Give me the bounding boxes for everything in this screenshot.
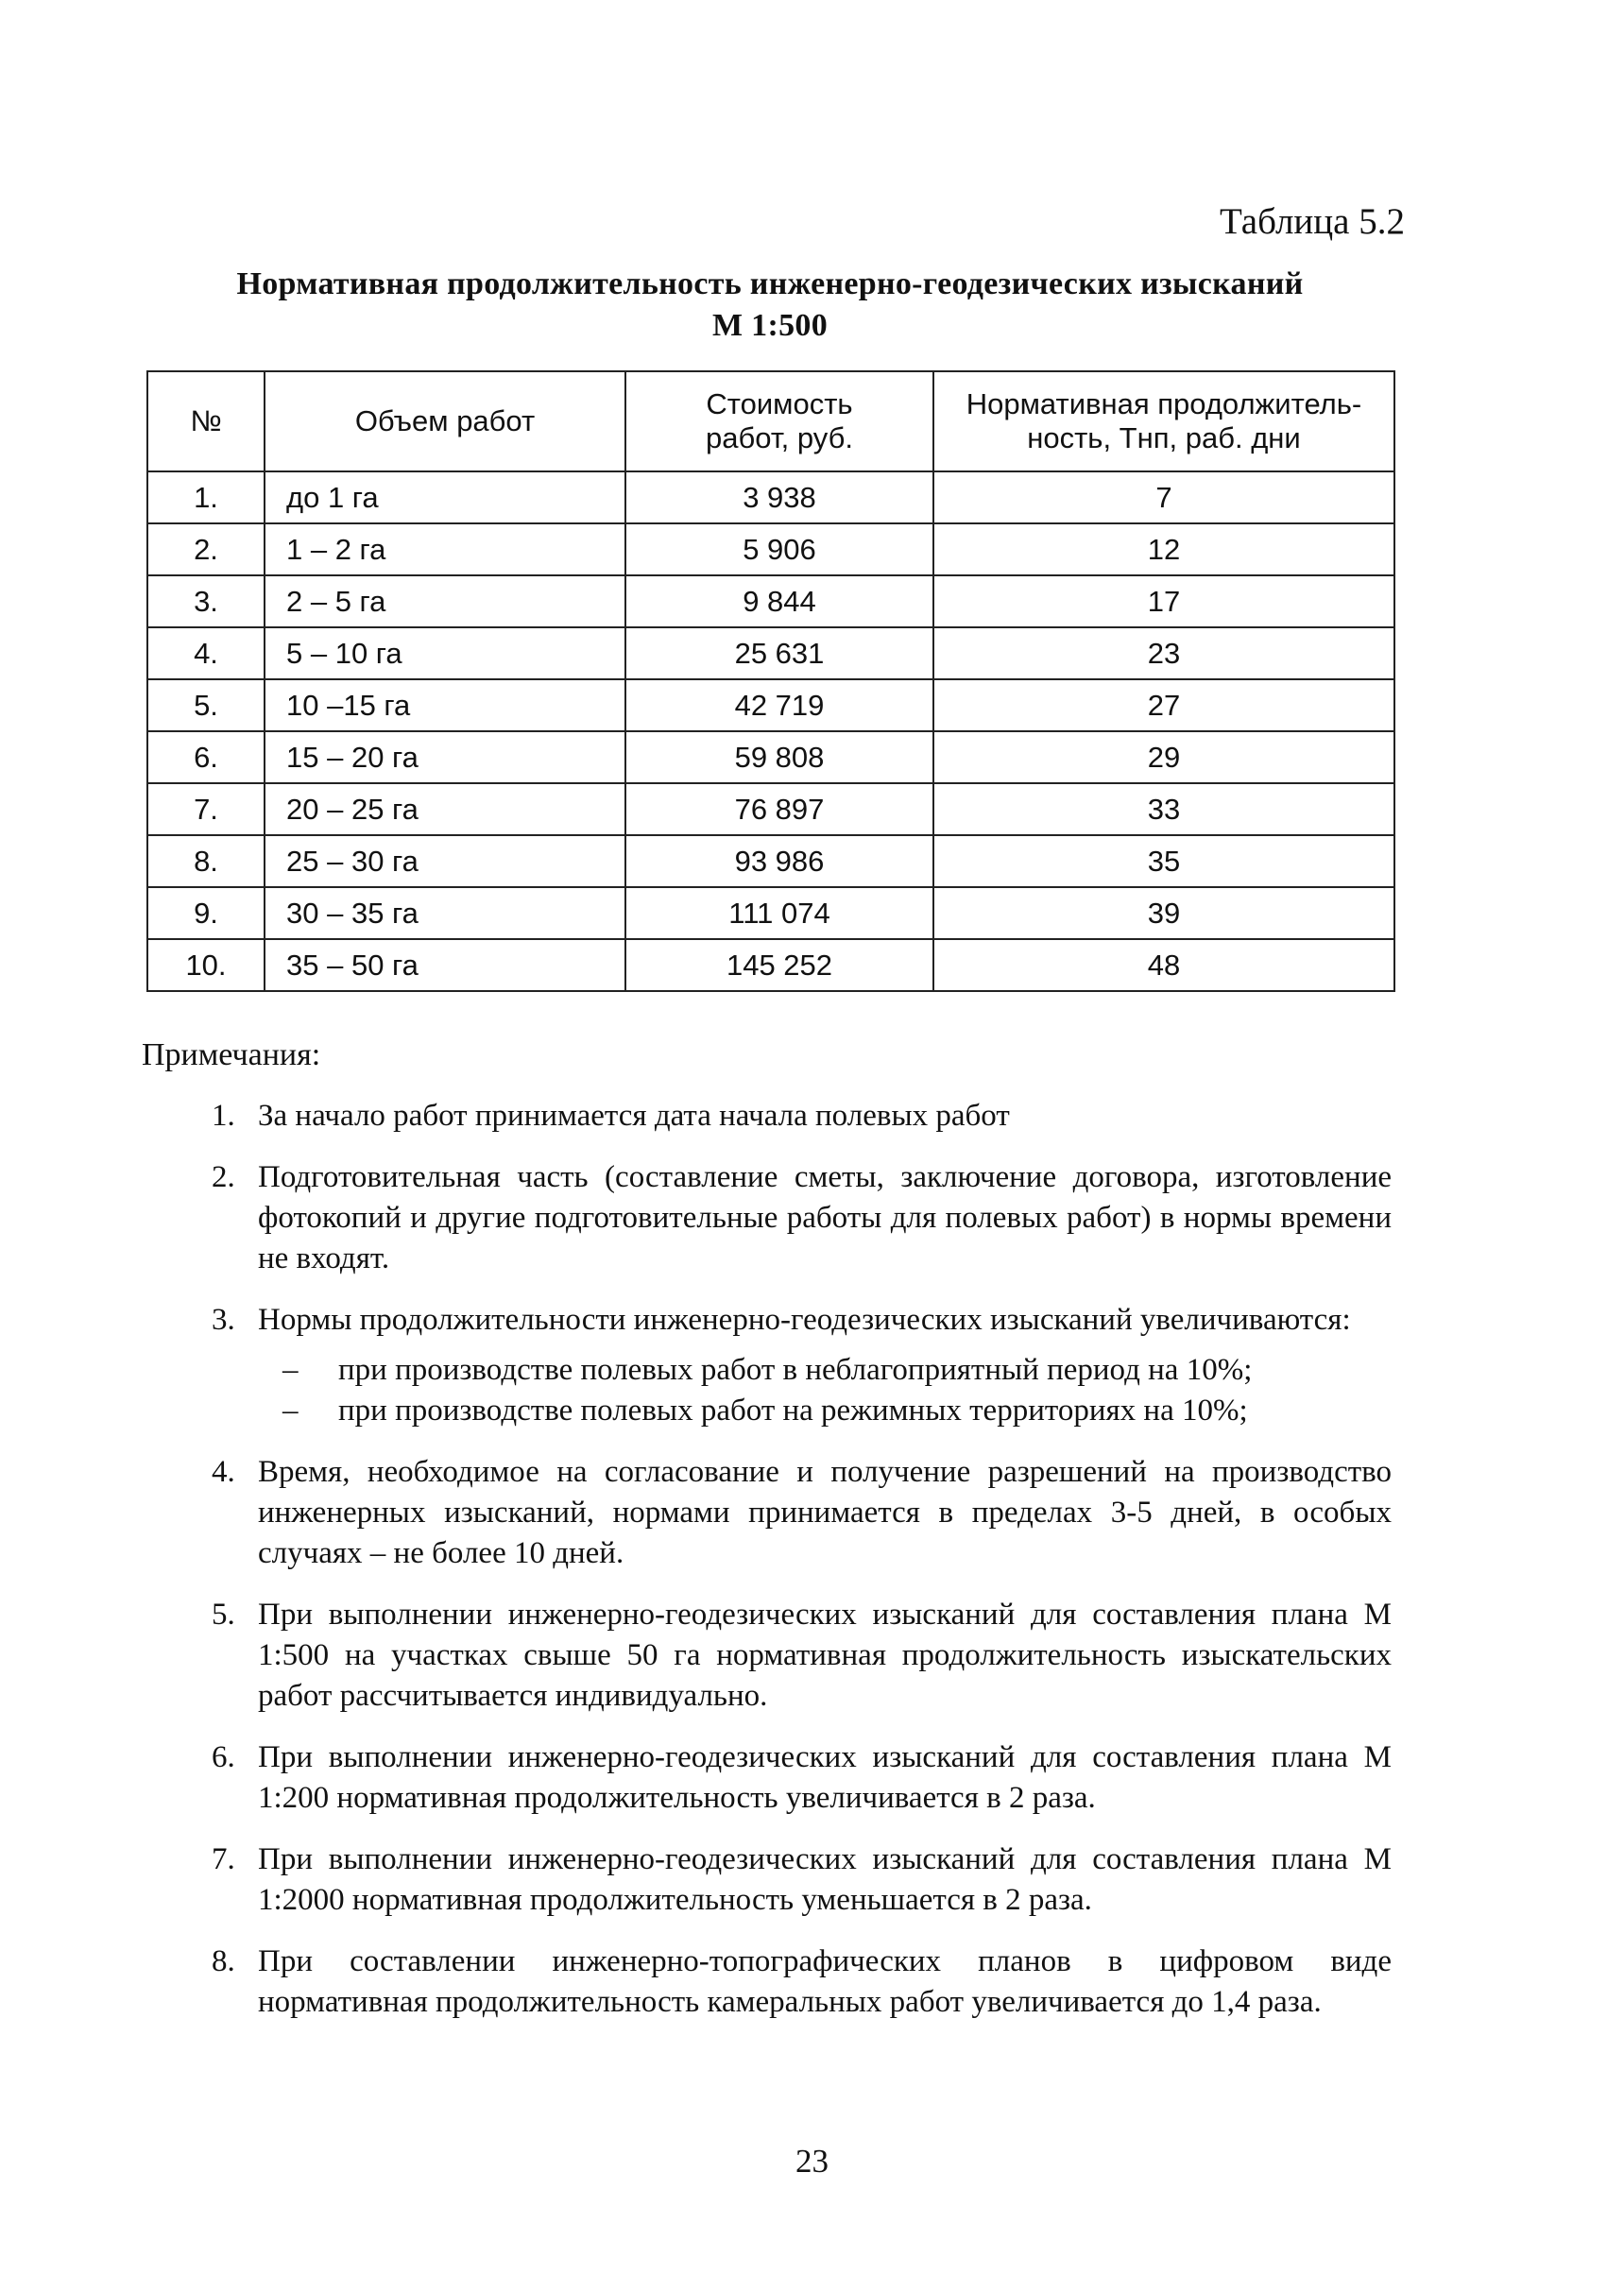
note-item bbox=[0, 1737, 1624, 1819]
cell-number: 4. bbox=[147, 627, 265, 679]
dash-bullet: – bbox=[282, 1353, 299, 1387]
note-number: 6. bbox=[212, 1740, 235, 1774]
note-item bbox=[0, 1941, 1624, 2023]
notes-title: Примечания: bbox=[142, 1037, 321, 1072]
note-text: При выполнении инженерно-геодезических изысканий для составления плана М 1:2000 нормативная продолжительность уменьшается в 2 раза. bbox=[258, 1842, 1392, 1917]
table-title: Нормативная продолжительность инженерно-геодезических изысканий bbox=[236, 266, 1304, 301]
note-sublist bbox=[258, 1350, 1392, 1431]
table-row bbox=[147, 523, 1394, 575]
cell-duration: 27 bbox=[933, 679, 1394, 731]
cell-volume: 1 – 2 га bbox=[265, 523, 625, 575]
cell-volume: 15 – 20 га bbox=[265, 731, 625, 783]
cell-number: 1. bbox=[147, 471, 265, 523]
norms-table bbox=[146, 370, 1395, 992]
cell-duration: 39 bbox=[933, 887, 1394, 939]
note-subitem bbox=[258, 1350, 1392, 1391]
cell-cost: 25 631 bbox=[625, 627, 933, 679]
cell-volume: 2 – 5 га bbox=[265, 575, 625, 627]
table-row bbox=[147, 627, 1394, 679]
cell-number: 8. bbox=[147, 835, 265, 887]
note-item bbox=[0, 1839, 1624, 1921]
cell-number: 3. bbox=[147, 575, 265, 627]
table-label: Таблица 5.2 bbox=[1219, 201, 1405, 242]
dash-bullet: – bbox=[282, 1394, 299, 1428]
header-duration bbox=[933, 371, 1394, 471]
table-header-row bbox=[147, 371, 1394, 471]
table-row bbox=[147, 835, 1394, 887]
cell-number: 2. bbox=[147, 523, 265, 575]
note-subitem-text: при производстве полевых работ на режимных территориях на 10%; bbox=[338, 1394, 1248, 1428]
note-item bbox=[0, 1300, 1624, 1431]
cell-volume: 35 – 50 га bbox=[265, 939, 625, 991]
table-row bbox=[147, 471, 1394, 523]
cell-duration: 33 bbox=[933, 783, 1394, 835]
table-title-scale: М 1:500 bbox=[711, 308, 828, 343]
table-row bbox=[147, 887, 1394, 939]
note-text: За начало работ принимается дата начала полевых работ bbox=[258, 1099, 1010, 1133]
note-number: 2. bbox=[212, 1160, 235, 1194]
cell-duration: 17 bbox=[933, 575, 1394, 627]
header-cost bbox=[625, 371, 933, 471]
cell-duration: 7 bbox=[933, 471, 1394, 523]
cell-volume: 25 – 30 га bbox=[265, 835, 625, 887]
notes-list bbox=[0, 1096, 1624, 2044]
note-item bbox=[0, 1452, 1624, 1574]
cell-duration: 48 bbox=[933, 939, 1394, 991]
cell-number: 7. bbox=[147, 783, 265, 835]
cell-duration: 35 bbox=[933, 835, 1394, 887]
note-item bbox=[0, 1096, 1624, 1137]
cell-cost: 9 844 bbox=[625, 575, 933, 627]
cell-number: 5. bbox=[147, 679, 265, 731]
table-row bbox=[147, 679, 1394, 731]
table-row bbox=[147, 575, 1394, 627]
cell-duration: 29 bbox=[933, 731, 1394, 783]
cell-number: 10. bbox=[147, 939, 265, 991]
cell-cost: 145 252 bbox=[625, 939, 933, 991]
cell-number: 6. bbox=[147, 731, 265, 783]
cell-volume: до 1 га bbox=[265, 471, 625, 523]
header-number: № bbox=[147, 371, 265, 471]
note-text: При выполнении инженерно-геодезических изысканий для составления плана М 1:200 нормативная продолжительность увеличивается в 2 раза. bbox=[258, 1740, 1392, 1815]
cell-number: 9. bbox=[147, 887, 265, 939]
header-cost-line2: работ, руб. bbox=[706, 421, 853, 454]
header-duration-line1: Нормативная продолжитель- bbox=[966, 387, 1362, 421]
header-cost-line1: Стоимость bbox=[706, 387, 853, 421]
header-volume: Объем работ bbox=[265, 371, 625, 471]
cell-volume: 5 – 10 га bbox=[265, 627, 625, 679]
note-text: Подготовительная часть (составление сметы, заключение договора, изготовление фотокопий и другие подготовительные работы для полевых работ) в нормы времени не входят. bbox=[258, 1160, 1392, 1275]
cell-cost: 111 074 bbox=[625, 887, 933, 939]
table-row bbox=[147, 731, 1394, 783]
cell-volume: 20 – 25 га bbox=[265, 783, 625, 835]
table-row bbox=[147, 939, 1394, 991]
note-item bbox=[0, 1157, 1624, 1279]
note-text: Время, необходимое на согласование и получение разрешений на производство инженерных изысканий, нормами принимается в пределах 3-5 дней, в особых случаях – не более 10 дней. bbox=[258, 1455, 1392, 1570]
cell-duration: 12 bbox=[933, 523, 1394, 575]
cell-duration: 23 bbox=[933, 627, 1394, 679]
page-number: 23 bbox=[795, 2143, 829, 2180]
cell-volume: 30 – 35 га bbox=[265, 887, 625, 939]
cell-cost: 42 719 bbox=[625, 679, 933, 731]
cell-cost: 76 897 bbox=[625, 783, 933, 835]
note-number: 7. bbox=[212, 1842, 235, 1876]
note-number: 1. bbox=[212, 1099, 235, 1133]
note-subitem-text: при производстве полевых работ в неблагоприятный период на 10%; bbox=[338, 1353, 1253, 1387]
note-text: Нормы продолжительности инженерно-геодезических изысканий увеличиваются: bbox=[258, 1303, 1351, 1337]
note-subitem bbox=[258, 1391, 1392, 1431]
note-number: 3. bbox=[212, 1303, 235, 1337]
cell-cost: 3 938 bbox=[625, 471, 933, 523]
note-text: При составлении инженерно-топографических планов в цифровом виде нормативная продолжительность камеральных работ увеличивается до 1,4 раза. bbox=[258, 1944, 1392, 2019]
cell-cost: 93 986 bbox=[625, 835, 933, 887]
cell-cost: 5 906 bbox=[625, 523, 933, 575]
cell-volume: 10 –15 га bbox=[265, 679, 625, 731]
cell-cost: 59 808 bbox=[625, 731, 933, 783]
table-row bbox=[147, 783, 1394, 835]
note-text: При выполнении инженерно-геодезических изысканий для составления плана М 1:500 на участках свыше 50 га нормативная продолжительность изыскательских работ рассчитывается индивидуально. bbox=[258, 1598, 1392, 1713]
note-number: 8. bbox=[212, 1944, 235, 1978]
note-number: 5. bbox=[212, 1598, 235, 1632]
note-item bbox=[0, 1595, 1624, 1717]
header-duration-line2: ность, Tнп, раб. дни bbox=[1027, 421, 1301, 454]
note-number: 4. bbox=[212, 1455, 235, 1489]
